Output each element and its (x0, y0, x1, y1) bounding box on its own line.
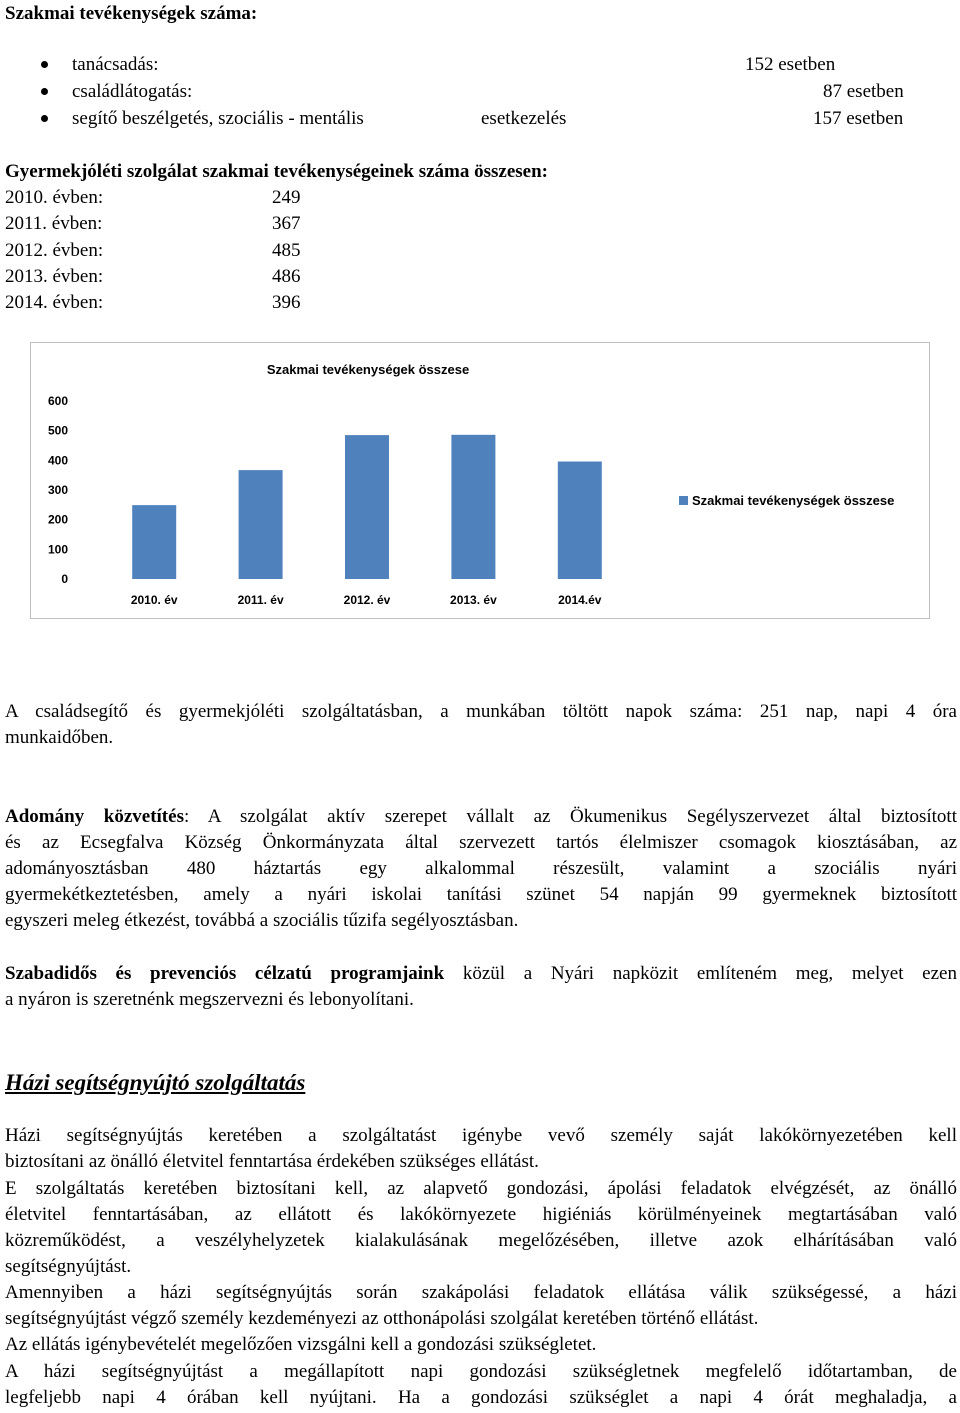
y-tick-label: 500 (47, 423, 68, 438)
body-line: Az ellátás igénybevételét megelőzően vizsgálni kell a gondozási szükségletet. (5, 1334, 597, 1355)
y-tick-label: 100 (47, 542, 68, 557)
y-tick-label: 400 (47, 453, 68, 468)
activity-label: tanácsadás: (72, 54, 159, 75)
totals-year: 2014. évben: (5, 292, 104, 313)
activity-value: 152 esetben (745, 54, 836, 75)
totals-value: 485 (272, 240, 301, 261)
x-axis (131, 593, 602, 607)
bar (558, 462, 602, 579)
activity-label-continued: esetkezelés (481, 108, 567, 129)
programs-bold: Szabadidős és prevenciós célzatú programjaink (5, 963, 445, 984)
paragraph-donation-line: és az Ecsegfalva Község Önkormányzata által szervezett tartós élelmiszer csomagok kiosztásában, az (5, 832, 957, 853)
totals-year: 2013. évben: (5, 266, 104, 287)
body-line: segítségnyújtást. (5, 1256, 132, 1277)
paragraph-donation-line: gyermekétkeztetésben, amely a nyári iskolai tanítási szünet 54 napján 99 gyermeknek biztosított (5, 884, 957, 905)
body-line: legfeljebb napi 4 órában kell nyújtani. Ha a gondozási szükséglet a napi 4 órát meghaladja, a (5, 1387, 957, 1408)
totals-year: 2010. évben: (5, 187, 104, 208)
legend-label: Szakmai tevékenységek összese (692, 493, 895, 508)
body-line: E szolgáltatás keretében biztosítani kell, az alapvető gondozási, ápolási feladatok elvégzését, az önálló (5, 1178, 957, 1199)
bar (345, 435, 389, 579)
bar (132, 505, 176, 579)
totals-value: 396 (272, 292, 301, 313)
bar-series (132, 435, 602, 579)
bar (239, 470, 283, 579)
legend (679, 493, 894, 508)
x-tick-label: 2014.év (558, 593, 602, 607)
bar-chart (30, 342, 930, 619)
x-tick-label: 2013. év (450, 593, 497, 607)
paragraph-donation-line: adományosztásban 480 háztartás egy alkalommal részesült, valamint a szociális nyári (5, 858, 957, 879)
legend-swatch (679, 496, 688, 505)
paragraph-workdays-line: A családsegítő és gyermekjóléti szolgáltatásban, a munkában töltött napok száma: 251 nap, napi 4 óra (5, 701, 957, 722)
paragraph-donation-line (5, 806, 957, 828)
x-tick-label: 2010. év (130, 593, 178, 607)
donation-text: : A szolgálat aktív szerepet vállalt az Ökumenikus Segélyszervezet által biztosított (183, 806, 957, 827)
activity-value: 87 esetben (823, 81, 904, 102)
totals-year: 2012. évben: (5, 240, 104, 261)
paragraph-donation-line: egyszeri meleg étkezést, továbbá a szociális tűzifa segélyosztásban. (5, 910, 519, 931)
y-tick-label: 300 (47, 483, 68, 497)
y-axis (48, 394, 68, 586)
chart-title: Szakmai tevékenységek összese (266, 362, 470, 377)
body-line: életvitel fenntartásában, az ellátott és lakókörnyezete higiéniás körülményeinek megtartásában való (5, 1204, 957, 1225)
totals-value: 367 (272, 213, 301, 234)
activity-label: segítő beszélgetés, szociális - mentális (72, 108, 364, 129)
paragraph-programs-line (5, 963, 957, 985)
totals-heading: Gyermekjóléti szolgálat szakmai tevékenységeinek száma összesen: (5, 161, 548, 182)
chart-canvas (31, 343, 928, 617)
section-heading: Szakmai tevékenységek száma: (5, 3, 258, 24)
bar (451, 435, 495, 579)
y-tick-label: 200 (47, 512, 68, 527)
bullet-icon (41, 61, 48, 68)
body-line: Amennyiben a házi segítségnyújtás során szakápolási feladatok ellátása válik szükségessé, a házi (5, 1282, 957, 1303)
donation-bold: Adomány közvetítés (5, 806, 184, 827)
body-line: közreműködést, a veszélyhelyzetek kialakulásának megelőzésében, illetve azok elhárításában való (5, 1230, 957, 1251)
programs-text: közül a Nyári napközit említeném meg, melyet ezen (444, 963, 957, 984)
paragraph-workdays-line: munkaidőben. (5, 727, 114, 748)
body-line: Házi segítségnyújtás keretében a szolgáltatást igénybe vevő személy saját lakókörnyezetében kell (5, 1125, 957, 1146)
paragraph-programs-line: a nyáron is szeretnénk megszervezni és lebonyolítani. (5, 989, 414, 1010)
activity-value: 157 esetben (813, 108, 904, 129)
totals-value: 249 (272, 187, 301, 208)
body-line: A házi segítségnyújtást a megállapított napi gondozási szükségletnek megfelelő időtartamban, de (5, 1361, 957, 1382)
x-tick-label: 2011. év (237, 593, 284, 607)
y-tick-label: 0 (61, 572, 68, 586)
bullet-icon (41, 115, 48, 122)
y-tick-label: 600 (47, 394, 68, 408)
section-title: Házi segítségnyújtó szolgáltatás (5, 1070, 306, 1095)
bullet-icon (41, 88, 48, 95)
body-line: segítségnyújtást végző személy kezdeményezi az otthonápolási szolgálat keretében történő ellátást. (5, 1308, 759, 1329)
body-line: biztosítani az önálló életvitel fenntartása érdekében szükséges ellátást. (5, 1151, 539, 1172)
x-tick-label: 2012. év (343, 593, 391, 607)
totals-year: 2011. évben: (5, 213, 103, 234)
activity-label: családlátogatás: (72, 81, 193, 102)
totals-value: 486 (272, 266, 301, 287)
